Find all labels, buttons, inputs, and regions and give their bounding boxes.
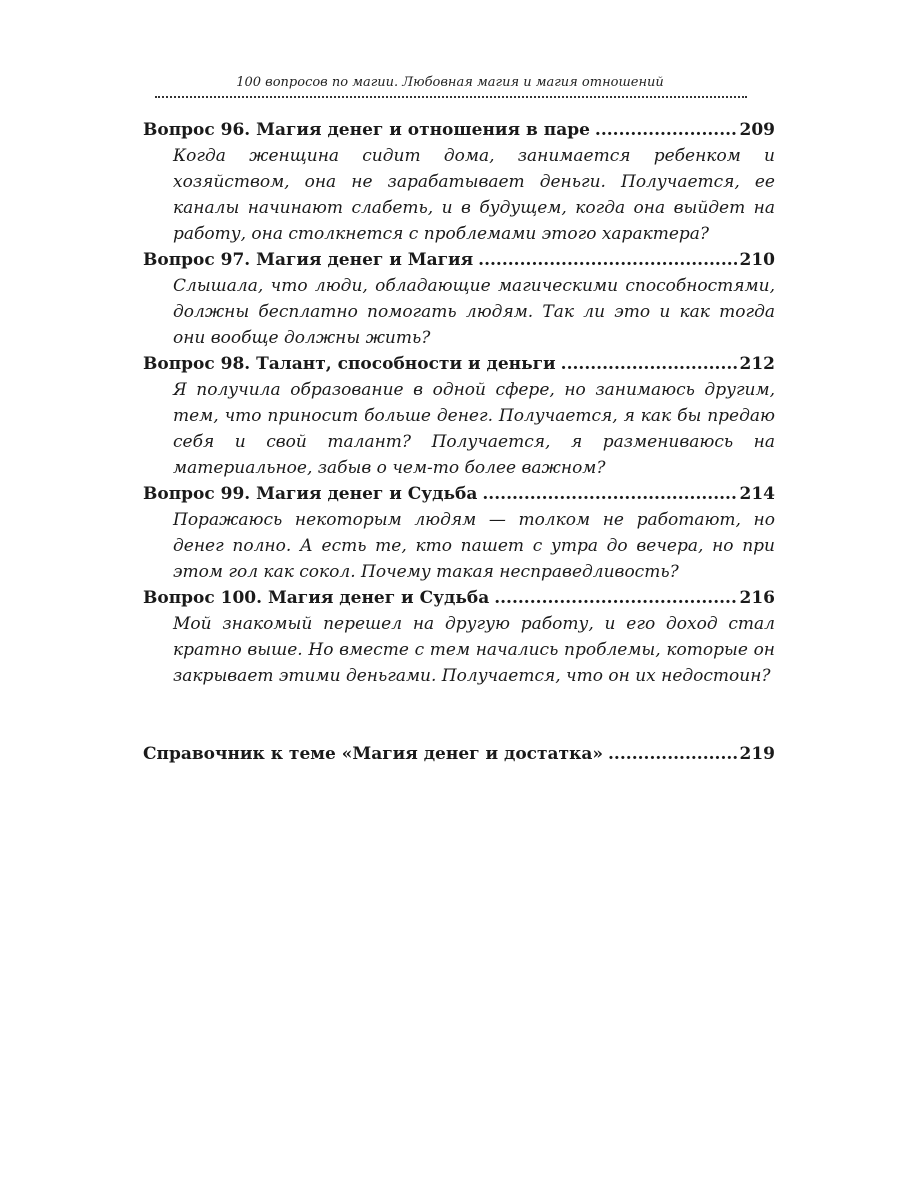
toc-entry-line[interactable] [143, 741, 775, 767]
toc-entry-99 [143, 481, 775, 585]
toc-entry-appendix [143, 741, 775, 767]
toc-entry-97 [143, 247, 775, 351]
toc-page-number: 219 [739, 744, 775, 764]
toc-entry-line[interactable] [143, 585, 775, 611]
section-gap [143, 689, 775, 741]
toc-entry-description: Я получила образование в одной сфере, но занимаюсь другим, тем, что приносит больше денег. Получается, я как бы предаю себя и свой талант? Получается, я размениваюсь на материальное, забыв о чем-то более важном? [173, 380, 775, 478]
header-dotted-rule [155, 96, 747, 98]
toc-entry-line[interactable] [143, 247, 775, 273]
toc-entry-96 [143, 117, 775, 247]
toc-entry-description: Поражаюсь некоторым людям — толком не работают, но денег полно. А есть те, кто пашет с утра до вечера, но при этом гол как сокол. Почему такая несправедливость? [173, 510, 775, 582]
toc-entry-title: Вопрос 97. Магия денег и Магия [143, 250, 474, 270]
toc-page-number: 210 [739, 250, 775, 270]
dot-leader [478, 247, 736, 273]
toc-page-number: 212 [739, 354, 775, 374]
dot-leader [482, 481, 736, 507]
dot-leader [595, 117, 737, 143]
toc-entry-title: Вопрос 96. Магия денег и отношения в паре [143, 120, 590, 140]
toc-page-number: 209 [739, 120, 775, 140]
dot-leader [608, 741, 736, 767]
toc-page-number: 216 [739, 588, 775, 608]
toc-entry-description: Слышала, что люди, обладающие магическими способностями, должны бесплатно помогать людям. Так ли это и как тогда они вообще должны жить? [173, 276, 775, 348]
toc-entry-title: Вопрос 98. Талант, способности и деньги [143, 354, 556, 374]
toc-entry-description: Мой знакомый перешел на другую работу, и его доход стал кратно выше. Но вместе с тем начались проблемы, которые он закрывает этими деньгами. Получается, что он их недостоин? [173, 614, 775, 686]
toc-entry-title: Вопрос 99. Магия денег и Судьба [143, 484, 478, 504]
toc-page-number: 214 [739, 484, 775, 504]
toc-entry-98 [143, 351, 775, 481]
toc-page [143, 74, 775, 767]
dot-leader [561, 351, 737, 377]
dot-leader [494, 585, 736, 611]
toc-entry-line[interactable] [143, 351, 775, 377]
toc-entry-100 [143, 585, 775, 689]
toc-entry-line[interactable] [143, 481, 775, 507]
toc-entry-description: Когда женщина сидит дома, занимается ребенком и хозяйством, она не зарабатывает деньги. Получается, ее каналы начинают слабеть, и в будущем, когда она выйдет на работу, она столкнется с проблемами этого характера? [173, 146, 775, 244]
toc-entry-title: Справочник к теме «Магия денег и достатка» [143, 744, 604, 764]
running-head: 100 вопросов по магии. Любовная магия и магия отношений [236, 75, 664, 90]
toc-entry-title: Вопрос 100. Магия денег и Судьба [143, 588, 490, 608]
toc-entry-line[interactable] [143, 117, 775, 143]
